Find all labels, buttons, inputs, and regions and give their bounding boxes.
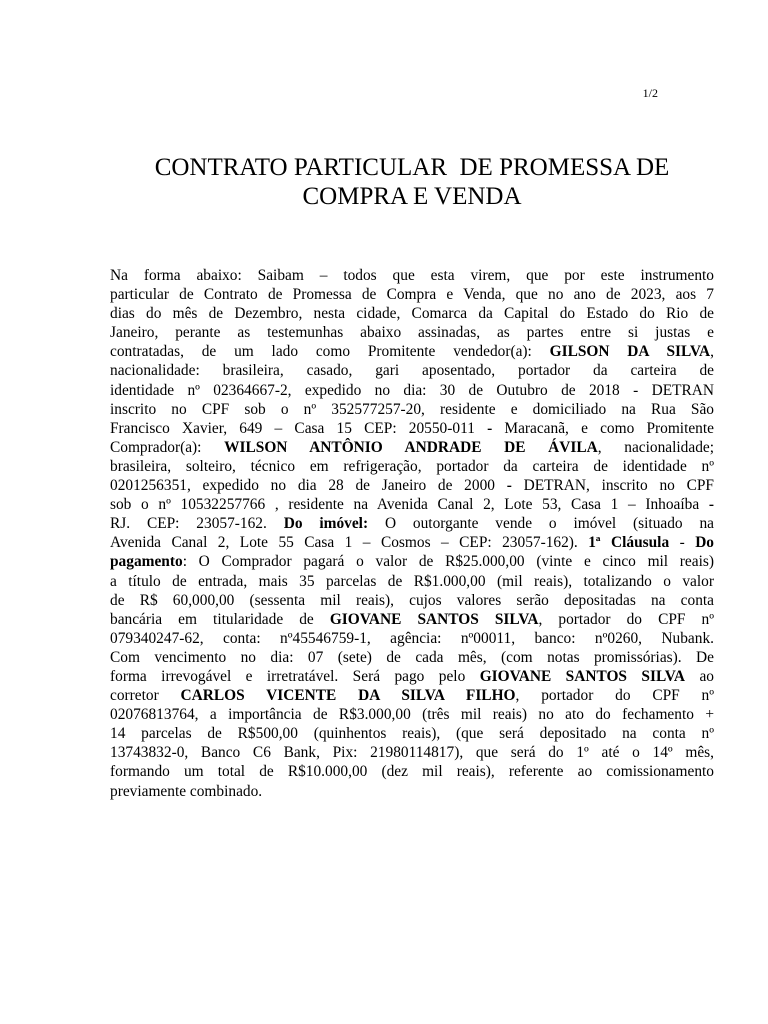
body-text-segment: bancária em titularidade de <box>110 610 330 628</box>
body-text-segment: Francisco Xavier, 649 – Casa 15 CEP: 20550-011 <box>110 419 488 437</box>
body-line <box>110 323 714 342</box>
body-text-segment: ao <box>685 667 715 685</box>
body-text-segment: sob o nº 10532257766 , residente na Avenida Canal 2, Lote 53, Casa 1 – Inhoaíba <box>110 496 709 514</box>
body-text-segment: : O Comprador pagará o valor de R$25.000,00 (vinte e cinco mil reais) <box>182 553 714 571</box>
body-line <box>110 457 714 476</box>
bold-text: GILSON DA SILVA <box>549 343 711 361</box>
body-text-segment: Avenida Canal 2, Lote 55 Casa 1 – Cosmos – CEP: 23057-162). <box>110 534 589 552</box>
body-line <box>110 476 714 495</box>
body-text-segment: Na forma abaixo: Saibam – todos que esta virem, que por este instrumento <box>110 267 714 284</box>
document-title <box>60 153 764 211</box>
body-text-segment: 02076813764, a importância de R$3.000,00 (três mil reais) no ato do fechamento + <box>110 706 714 724</box>
body-line <box>110 381 714 400</box>
body-line <box>110 591 714 610</box>
bold-text: - <box>708 496 714 514</box>
bold-text: WILSON ANTÔNIO ANDRADE DE ÁVILA <box>224 438 598 456</box>
bold-text: Do <box>695 534 714 552</box>
body-text-segment: 0201256351, expedido no dia 28 de Janeiro de 2000 <box>110 477 507 495</box>
body-text-segment: particular de Contrato de Promessa de Compra e Venda, que no ano de 2023, aos 7 <box>110 286 714 304</box>
bold-text: GIOVANE SANTOS SILVA <box>329 610 539 628</box>
page-number: 1/2 <box>642 86 658 100</box>
bold-text: 1ª Cláusula <box>588 534 670 552</box>
body-line <box>110 266 714 285</box>
bold-text: - <box>506 477 512 495</box>
body-text-segment: de R$ 60,000,00 (sessenta mil reais), cujos valores serão depositadas na conta <box>110 591 714 609</box>
body-text-segment: , portador do CPF nº <box>515 687 714 705</box>
body-line <box>110 667 714 686</box>
body-text-segment: - <box>669 534 696 552</box>
body-line <box>110 342 714 361</box>
body-text-segment: formando um total de R$10.000,00 (dez mil reais), referente ao comissionamento <box>110 763 714 781</box>
body-text-segment: 14 parcelas de R$500,00 (quinhentos reais), (que será depositado na conta nº <box>110 725 714 743</box>
body-line <box>110 400 714 419</box>
body-line <box>110 648 714 667</box>
bold-text: Do imóvel: <box>283 515 369 533</box>
title-line: COMPRA E VENDA <box>302 183 522 210</box>
body-text-segment: Comprador(a): <box>110 438 225 456</box>
body-text-segment: nacionalidade: brasileira, casado, gari aposentado, portador da carteira de <box>110 362 714 380</box>
body-line <box>110 572 714 591</box>
body-line <box>110 552 714 571</box>
body-line <box>110 514 714 533</box>
body-text-segment: corretor <box>110 687 181 705</box>
body-text-segment: Janeiro, perante as testemunhas abaixo assinadas, as partes entre si justas e <box>110 324 714 342</box>
body-line <box>110 304 714 323</box>
body-text-segment: forma irrevogável e irretratável. Será pago pelo <box>110 667 480 685</box>
bold-text: pagamento <box>110 553 183 571</box>
body-text-segment: , <box>710 343 714 361</box>
body-line <box>110 419 714 438</box>
title-line: CONTRATO PARTICULAR DE PROMESSA DE <box>154 154 670 181</box>
body-text-segment: brasileira, solteiro, técnico em refrigeração, portador da carteira de identidade nº <box>110 457 714 475</box>
body-line <box>110 495 714 514</box>
body-line <box>110 629 714 648</box>
body-line <box>110 361 714 380</box>
body-text-segment: previamente combinado. <box>110 782 263 800</box>
body-text-segment: , nacionalidade; <box>597 438 714 456</box>
body-text-segment: 079340247-62, conta: nº45546759-1, agência: nº00011, banco: nº0260, Nubank. <box>110 629 714 647</box>
body-text-segment: dias do mês de Dezembro, nesta cidade, Comarca da Capital do Estado do Rio de <box>110 305 714 323</box>
body-text-segment: Com vencimento no dia: 07 (sete) de cada mês, (com notas promissórias). De <box>110 648 714 666</box>
body-text-segment: Maracanã, e como Promitente <box>492 419 714 437</box>
body-text-segment: DETRAN, inscrito no CPF <box>511 477 714 495</box>
body-text-segment: identidade nº 02364667-2, expedido no dia: 30 de Outubro de 2018 - DETRAN <box>110 381 714 399</box>
body-text-segment: contratadas, de um lado como Promitente vendedor(a): <box>110 343 550 361</box>
body-line <box>110 438 714 457</box>
contract-body-paragraph <box>110 266 714 801</box>
bold-text: CARLOS VICENTE DA SILVA FILHO <box>180 687 516 705</box>
body-line <box>110 285 714 304</box>
body-text-segment: RJ. CEP: 23057-162. <box>110 515 284 533</box>
body-text-segment: O outorgante vende o imóvel (situado na <box>368 515 714 533</box>
body-text-segment: a título de entrada, mais 35 parcelas de R$1.000,00 (mil reais), totalizando o valor <box>110 572 714 590</box>
body-text-segment: 13743832-0, Banco C6 Bank, Pix: 21980114817), que será do 1º até o 14º mês, <box>110 744 714 762</box>
bold-text: - <box>487 419 493 437</box>
body-text-segment: inscrito no CPF sob o nº 352577257-20, residente e domiciliado na Rua São <box>110 400 714 418</box>
body-text-segment: , portador do CPF nº <box>538 610 714 628</box>
body-line <box>110 743 714 762</box>
body-line <box>110 762 714 781</box>
body-line <box>110 610 714 629</box>
body-line <box>110 724 714 743</box>
body-line <box>110 533 714 552</box>
body-line <box>110 686 714 705</box>
bold-text: GIOVANE SANTOS SILVA <box>479 667 686 685</box>
body-line <box>110 782 714 801</box>
body-line <box>110 705 714 724</box>
